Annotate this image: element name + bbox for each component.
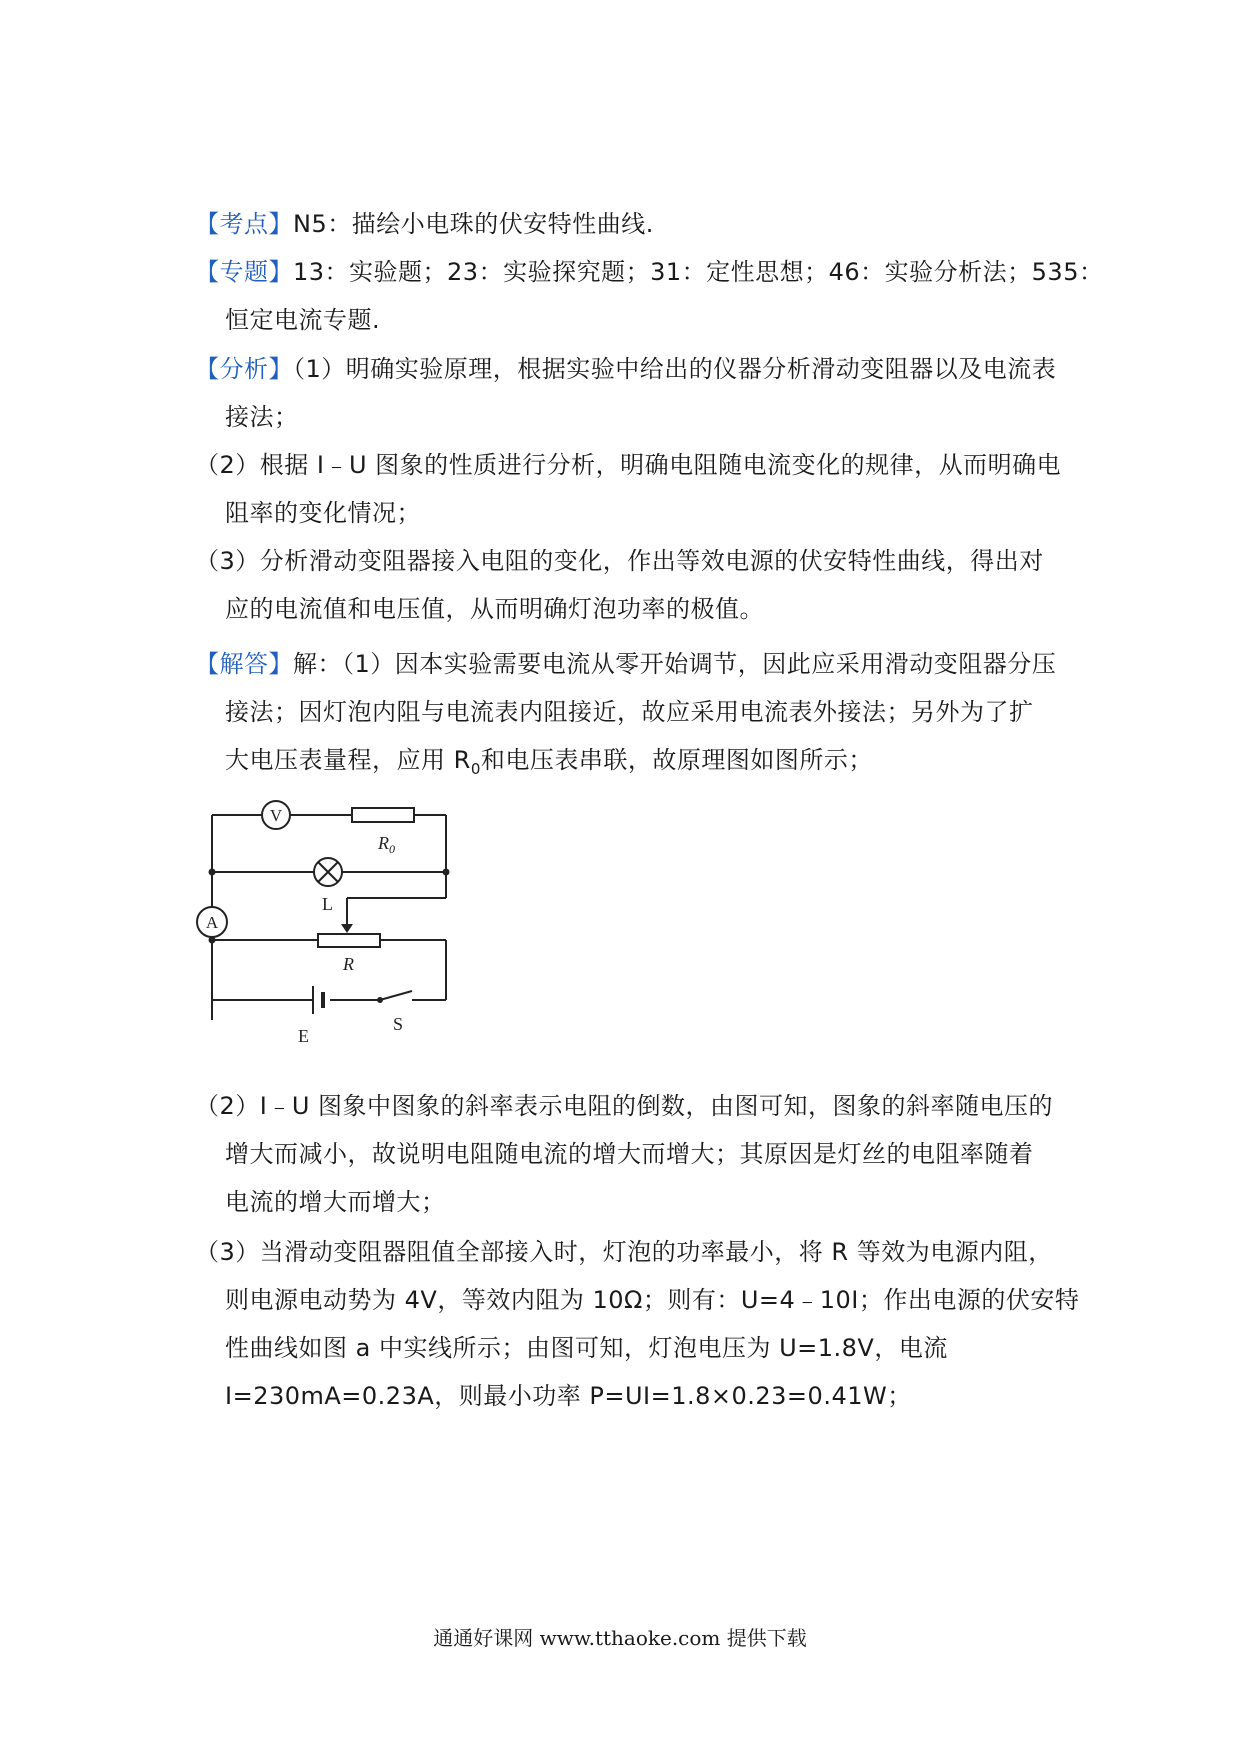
circuit-diagram	[180, 790, 470, 1070]
kaodian-section	[195, 200, 1055, 248]
jieda-p2-line1: （2）I﹣U 图象中图象的斜率表示电阻的倒数，由图可知，图象的斜率随电压的	[195, 1092, 1054, 1120]
jieda-p3-line1: （3）当滑动变阻器阻值全部接入时，灯泡的功率最小，将 R 等效为电源内阻，	[195, 1238, 1053, 1266]
jieda-p1-line3	[195, 736, 1055, 793]
jieda-p1-line3-a: 大电压表量程，应用 R	[225, 746, 471, 774]
kaodian-text: N5：描绘小电珠的伏安特性曲线.	[293, 210, 654, 238]
jieda-tag: 【解答】	[195, 650, 293, 678]
fenxi-p3-line2: 应的电流值和电压值，从而明确灯泡功率的极值。	[225, 595, 764, 623]
battery-label: E	[298, 1026, 309, 1046]
switch-pivot	[377, 997, 383, 1003]
zhuanti-line1: 13：实验题；23：实验探究题；31：定性思想；46：实验分析法；535：	[293, 258, 1104, 286]
page-footer: 通通好课网 www.tthaoke.com 提供下载	[433, 1626, 807, 1650]
jieda-p3-line2: 则电源电动势为 4V，等效内阻为 10Ω；则有：U=4﹣10I；作出电源的伏安特	[225, 1286, 1080, 1314]
fenxi-p2-line2: 阻率的变化情况；	[225, 499, 421, 527]
fenxi-p3-line1: （3）分析滑动变阻器接入电阻的变化，作出等效电源的伏安特性曲线，得出对	[195, 547, 1044, 575]
jieda-section	[195, 640, 1055, 793]
rheostat-label: R	[343, 954, 354, 974]
fenxi-tag: 【分析】	[195, 355, 293, 383]
jieda-p2-line3: 电流的增大而增大；	[225, 1188, 446, 1216]
fenxi-p1-line2: 接法；	[225, 403, 299, 431]
zhuanti-line2: 恒定电流专题.	[225, 306, 381, 334]
fenxi-p1-line1: （1）明确实验原理，根据实验中给出的仪器分析滑动变阻器以及电流表	[293, 355, 1057, 383]
jieda-p3-line4: I=230mA=0.23A，则最小功率 P=UI=1.8×0.23=0.41W；	[225, 1382, 912, 1410]
jieda-p2-section	[195, 1082, 1055, 1226]
switch-blade	[380, 991, 412, 1000]
lamp-label: L	[322, 894, 333, 914]
junction-dot	[209, 869, 216, 876]
jieda-p1-line2: 接法；因灯泡内阻与电流表内阻接近，故应采用电流表外接法；另外为了扩	[225, 698, 1034, 726]
jieda-p2-line2: 增大而减小，故说明电阻随电流的增大而增大；其原因是灯丝的电阻率随着	[225, 1140, 1034, 1168]
jieda-p1-line3-b: 和电压表串联，故原理图如图所示；	[480, 746, 873, 774]
jieda-p3-section	[195, 1228, 1080, 1420]
voltmeter-label: V	[269, 806, 283, 825]
zhuanti-section	[195, 248, 1104, 344]
zhuanti-tag: 【专题】	[195, 258, 293, 286]
ammeter-label: A	[205, 913, 219, 932]
jieda-p3-line3: 性曲线如图 a 中实线所示；由图可知，灯泡电压为 U=1.8V，电流	[225, 1334, 948, 1362]
r0-label: $R_0$	[378, 833, 395, 856]
kaodian-tag: 【考点】	[195, 210, 293, 238]
switch-label: S	[393, 1014, 404, 1034]
jieda-p1-line1: 解：（1）因本实验需要电流从零开始调节，因此应采用滑动变阻器分压	[293, 650, 1057, 678]
slider-arrow	[341, 924, 353, 933]
r0-subscript: 0	[470, 759, 481, 778]
rheostat	[318, 934, 380, 947]
fenxi-p2-line1: （2）根据 I﹣U 图象的性质进行分析，明确电阻随电流变化的规律，从而明确电	[195, 451, 1062, 479]
junction-dot	[443, 869, 450, 876]
fenxi-section	[195, 345, 1062, 633]
r0-resistor	[352, 808, 414, 822]
